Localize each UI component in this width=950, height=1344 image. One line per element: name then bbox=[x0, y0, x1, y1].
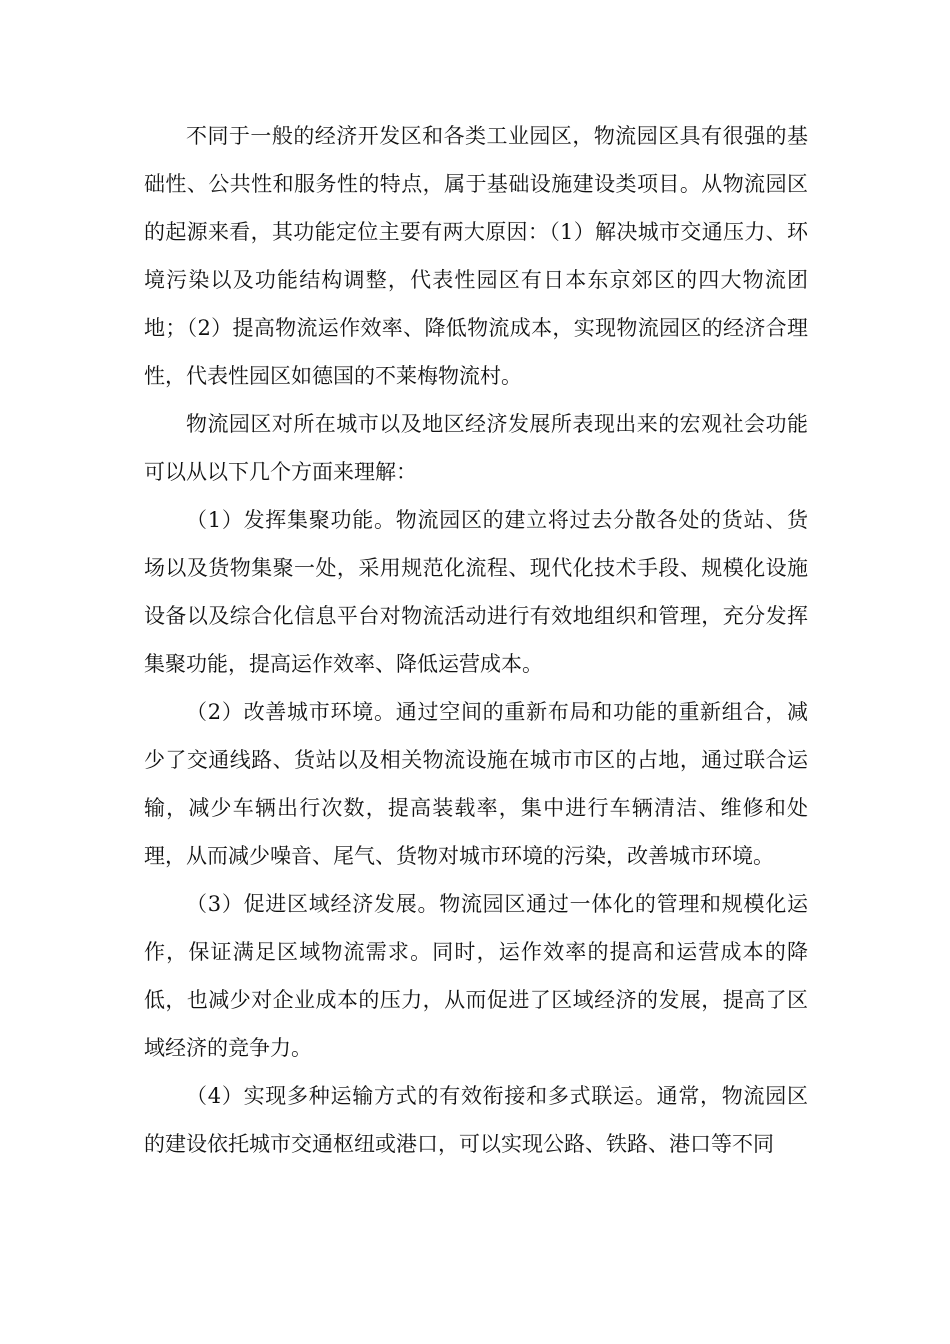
document-body bbox=[144, 112, 808, 1168]
paragraph-function-3: （3）促进区域经济发展。物流园区通过一体化的管理和规模化运作，保证满足区域物流需求。同时，运作效率的提高和运营成本的降低，也减少对企业成本的压力，从而促进了区域经济的发展，提高了区域经济的竞争力。 bbox=[144, 892, 808, 1060]
paragraph-function-4: （4）实现多种运输方式的有效衔接和多式联运。通常，物流园区的建设依托城市交通枢纽或港口，可以实现公路、铁路、港口等不同 bbox=[144, 1084, 808, 1156]
paragraph-intro: 不同于一般的经济开发区和各类工业园区，物流园区具有很强的基础性、公共性和服务性的特点，属于基础设施建设类项目。从物流园区的起源来看，其功能定位主要有两大原因：（1）解决城市交通压力、环境污染以及功能结构调整，代表性园区有日本东京郊区的四大物流团地；（2）提高物流运作效率、降低物流成本，实现物流园区的经济合理性，代表性园区如德国的不莱梅物流村。 bbox=[144, 124, 808, 388]
paragraph-macro-functions: 物流园区对所在城市以及地区经济发展所表现出来的宏观社会功能可以从以下几个方面来理解： bbox=[144, 412, 808, 484]
paragraph-function-2: （2）改善城市环境。通过空间的重新布局和功能的重新组合，减少了交通线路、货站以及相关物流设施在城市市区的占地，通过联合运输，减少车辆出行次数，提高装载率，集中进行车辆清洁、维修和处理，从而减少噪音、尾气、货物对城市环境的污染，改善城市环境。 bbox=[144, 700, 808, 868]
paragraph-function-1: （1）发挥集聚功能。物流园区的建立将过去分散各处的货站、货场以及货物集聚一处，采用规范化流程、现代化技术手段、规模化设施设备以及综合化信息平台对物流活动进行有效地组织和管理，充分发挥集聚功能，提高运作效率、降低运营成本。 bbox=[144, 508, 808, 676]
